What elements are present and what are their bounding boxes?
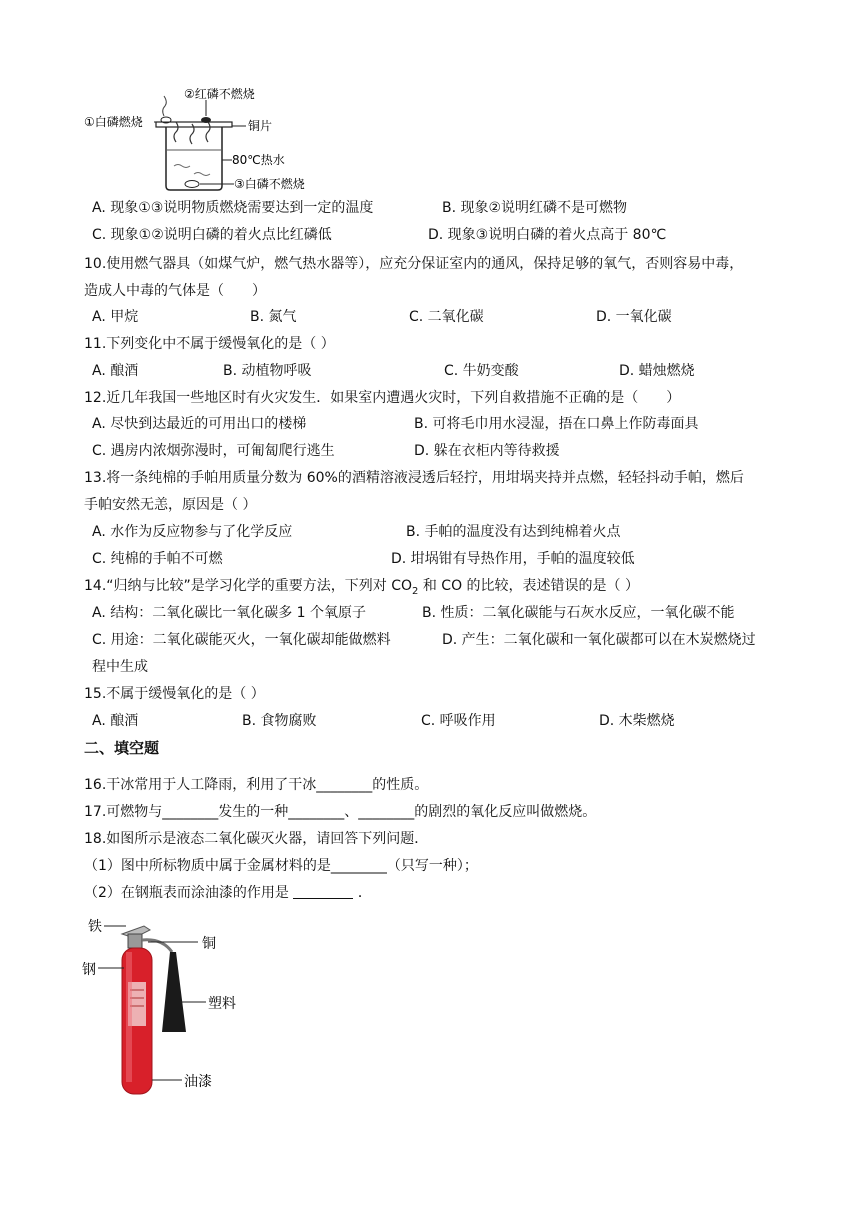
q14-stem-part2: 和 CO 的比较，表述错误的是（ ） <box>418 578 639 594</box>
q14-option-c[interactable]: C. 用途：二氧化碳能灭火，一氧化碳却能做燃料 <box>92 632 391 648</box>
q18-stem: 18.如图所示是液态二氧化碳灭火器，请回答下列问题． <box>84 831 429 847</box>
q18-part2 <box>84 883 372 903</box>
q13-stem-line1: 13.将一条纯棉的手帕用质量分数为 60%的酒精溶液浸透后轻拧，用坩埚夹持并点燃，轻轻抖动手帕，燃后 <box>84 470 744 486</box>
q10-stem-line1: 10.使用燃气器具（如煤气炉，燃气热水器等），应充分保证室内的通风，保持足够的氧气，否则容易中毒， <box>84 256 744 272</box>
q9-option-d[interactable]: D. 现象③说明白磷的着火点高于 80℃ <box>428 227 667 243</box>
fig18-label-steel: 钢 <box>82 962 96 978</box>
q11-stem: 11.下列变化中不属于缓慢氧化的是（ ） <box>84 336 335 352</box>
q10-option-b[interactable]: B. 氮气 <box>250 309 297 325</box>
fig18-label-copper: 铜 <box>202 936 216 952</box>
q11-option-a[interactable]: A. 酿酒 <box>92 363 139 379</box>
q12-option-d[interactable]: D. 躲在衣柜内等待救援 <box>414 443 560 459</box>
q13-stem-line2: 手帕安然无恙，原因是（ ） <box>84 497 257 513</box>
q14-option-b[interactable]: B. 性质：二氧化碳能与石灰水反应，一氧化碳不能 <box>422 605 735 621</box>
q13-option-c[interactable]: C. 纯棉的手帕不可燃 <box>92 551 223 567</box>
q15-option-d[interactable]: D. 木柴燃烧 <box>599 713 675 729</box>
fig9-label-white-burn: ①白磷燃烧 <box>84 115 143 129</box>
q10-stem-line2: 造成人中毒的气体是（ ） <box>84 283 266 299</box>
q12-option-b[interactable]: B. 可将毛巾用水浸湿，捂在口鼻上作防毒面具 <box>414 416 699 432</box>
q14-option-d-line1[interactable]: D. 产生：二氧化碳和一氧化碳都可以在木炭燃烧过 <box>442 632 756 648</box>
fig9-label-copper: 铜片 <box>248 119 273 133</box>
fig18-label-paint: 油漆 <box>184 1074 212 1090</box>
q10-option-d[interactable]: D. 一氧化碳 <box>596 309 672 325</box>
fig9-label-hot-water: 80℃热水 <box>232 153 285 167</box>
q17-text: 17.可燃物与________发生的一种________、________的剧烈的氧化反应叫做燃烧。 <box>84 804 597 820</box>
q9-option-b[interactable]: B. 现象②说明红磷不是可燃物 <box>442 200 628 216</box>
q9-option-c[interactable]: C. 现象①②说明白磷的着火点比红磷低 <box>92 227 332 243</box>
q16-text: 16.干冰常用于人工降雨，利用了干冰________的性质。 <box>84 777 429 793</box>
q10-option-c[interactable]: C. 二氧化碳 <box>409 309 484 325</box>
q14-option-a[interactable]: A. 结构：二氧化碳比一氧化碳多 1 个氧原子 <box>92 605 367 621</box>
q10-option-a[interactable]: A. 甲烷 <box>92 309 139 325</box>
plastic-horn <box>162 952 186 1032</box>
q13-option-d[interactable]: D. 坩埚钳有导热作用，手帕的温度较低 <box>391 551 635 567</box>
q11-option-d[interactable]: D. 蜡烛燃烧 <box>619 363 695 379</box>
section-title-fill-blank: 二、填空题 <box>84 739 160 757</box>
q15-option-b[interactable]: B. 食物腐败 <box>242 713 317 729</box>
q14-stem-part1: 14.“归纳与比较”是学习化学的重要方法，下列对 CO <box>84 578 413 594</box>
q11-option-b[interactable]: B. 动植物呼吸 <box>223 363 312 379</box>
q13-option-b[interactable]: B. 手帕的温度没有达到纯棉着火点 <box>406 524 621 540</box>
q18-part2-end: ． <box>357 885 372 901</box>
q14-subscript: 2 <box>412 585 419 597</box>
q15-option-a[interactable]: A. 酿酒 <box>92 713 139 729</box>
fig9-label-red-noburn: ②红磷不燃烧 <box>184 87 255 101</box>
q18-part2-text: （2）在钢瓶表而涂油漆的作用是 <box>84 885 289 901</box>
fire-extinguisher-figure <box>82 912 252 1102</box>
fig9-label-white-noburn: ③白磷不燃烧 <box>234 177 305 191</box>
q13-option-a[interactable]: A. 水作为反应物参与了化学反应 <box>92 524 293 540</box>
combustion-experiment-figure <box>84 86 314 194</box>
q11-option-c[interactable]: C. 牛奶变酸 <box>444 363 519 379</box>
q18-part2-blank[interactable] <box>293 884 353 899</box>
q14-stem <box>84 576 639 602</box>
q15-option-c[interactable]: C. 呼吸作用 <box>421 713 496 729</box>
q9-option-a[interactable]: A. 现象①③说明物质燃烧需要达到一定的温度 <box>92 200 374 216</box>
fig18-label-iron: 铁 <box>88 919 102 935</box>
q15-stem: 15.不属于缓慢氧化的是（ ） <box>84 686 265 702</box>
fig18-label-plastic: 塑料 <box>208 996 236 1012</box>
q12-stem: 12.近几年我国一些地区时有火灾发生．如果室内遭遇火灾时，下列自救措施不正确的是（ ） <box>84 390 681 406</box>
q14-option-d-line2: 程中生成 <box>92 659 148 675</box>
q12-option-c[interactable]: C. 遇房内浓烟弥漫时，可匍匐爬行逃生 <box>92 443 335 459</box>
q12-option-a[interactable]: A. 尽快到达最近的可用出口的楼梯 <box>92 416 307 432</box>
q18-part1: （1）图中所标物质中属于金属材料的是________（只写一种）； <box>84 858 478 874</box>
